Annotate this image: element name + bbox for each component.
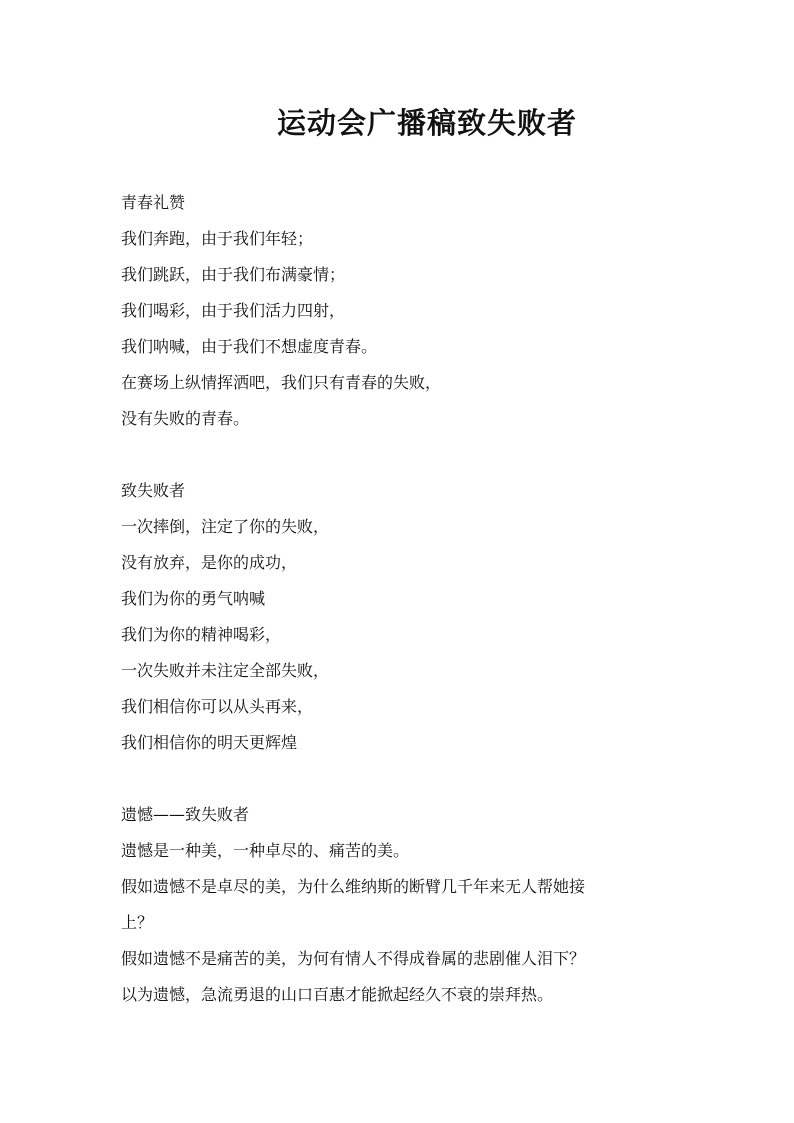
section-to-losers <box>121 473 701 761</box>
paragraph-line: 上？ <box>121 913 154 932</box>
paragraph-line: 假如遗憾不是卓尽的美，为什么维纳斯的断臂几千年来无人帮她接 <box>121 877 586 896</box>
section-spacer <box>121 761 701 797</box>
poem-line: 我们呐喊，由于我们不想虚度青春。 <box>121 337 378 356</box>
poem-line: 没有放弃，是你的成功， <box>121 553 298 572</box>
poem-line: 我们奔跑，由于我们年轻； <box>121 229 314 248</box>
poem-line: 我们相信你可以从头再来， <box>121 697 314 716</box>
poem-line: 一次失败并未注定全部失败， <box>121 661 330 680</box>
document-body <box>121 185 701 1013</box>
poem-line: 我们为你的精神喝彩， <box>121 625 282 644</box>
poem-line: 我们喝彩，由于我们活力四射， <box>121 301 346 320</box>
paragraph-line: 遗憾是一种美，一种卓尽的、痛苦的美。 <box>121 841 410 860</box>
section-regret <box>121 797 701 1013</box>
poem-line: 我们相信你的明天更辉煌 <box>121 733 298 752</box>
paragraph-line: 假如遗憾不是痛苦的美，为何有情人不得成眷属的悲剧催人泪下？ <box>121 949 586 968</box>
section-youth-praise <box>121 185 701 437</box>
section-spacer <box>121 437 701 473</box>
document-title: 运动会广播稿致失败者 <box>276 106 577 140</box>
section-heading: 致失败者 <box>121 481 186 500</box>
section-heading: 遗憾——致失败者 <box>121 805 250 824</box>
paragraph-line: 以为遗憾，急流勇退的山口百惠才能掀起经久不衰的崇拜热。 <box>121 985 554 1004</box>
poem-line: 我们跳跃，由于我们布满豪情； <box>121 265 346 284</box>
poem-line: 一次摔倒，注定了你的失败， <box>121 517 330 536</box>
poem-line: 没有失败的青春。 <box>121 409 250 428</box>
section-heading: 青春礼赞 <box>121 193 186 212</box>
poem-line: 我们为你的勇气呐喊 <box>121 589 266 608</box>
poem-line: 在赛场上纵情挥洒吧，我们只有青春的失败， <box>121 373 442 392</box>
